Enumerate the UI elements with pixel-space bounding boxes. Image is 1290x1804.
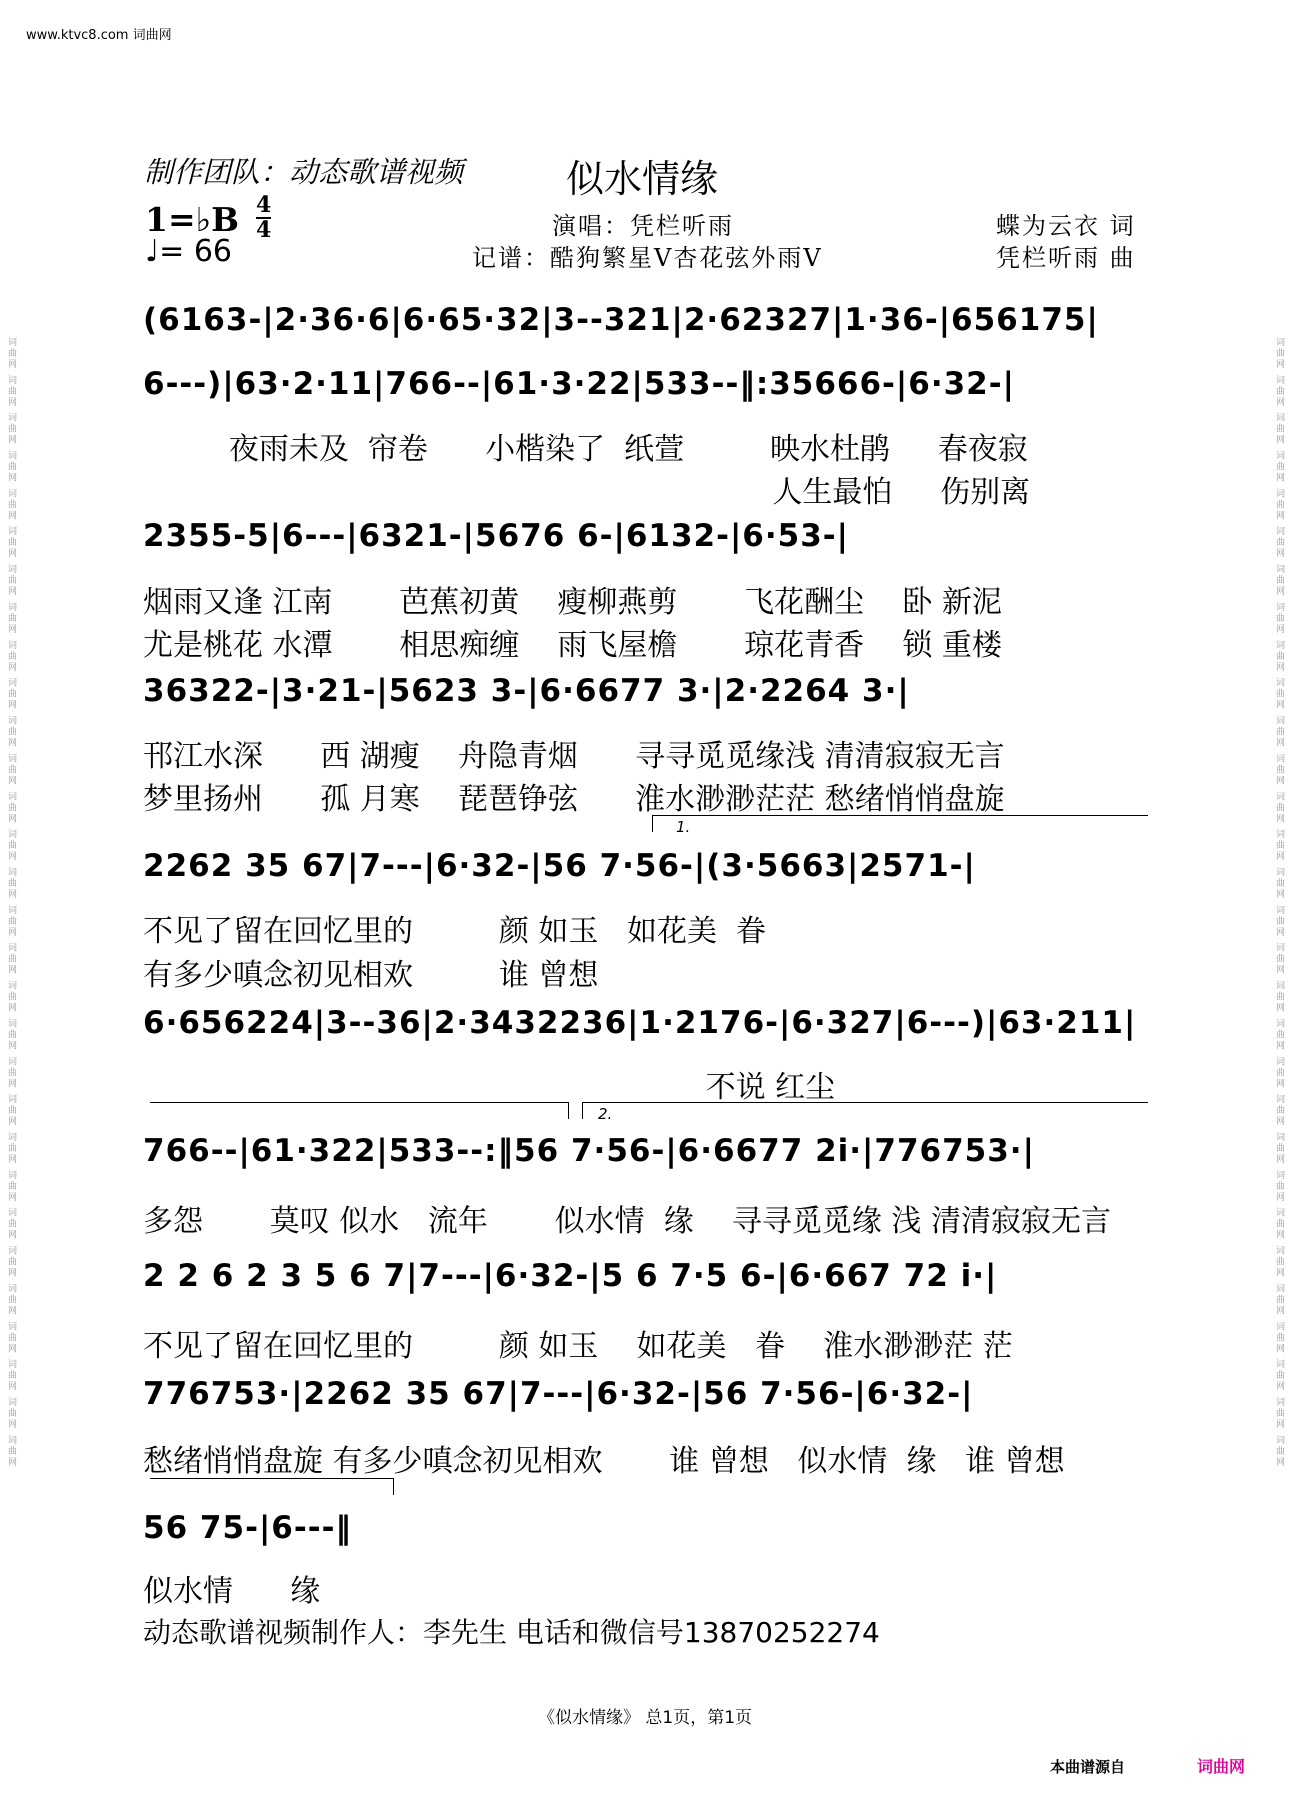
volta-number-2: 2. <box>598 1105 613 1123</box>
notation-row-10: 56 75-|6---‖ <box>143 1510 352 1546</box>
song-title: 似水情缘 <box>566 157 719 201</box>
tempo-marking: ♩= 66 <box>145 234 232 269</box>
notation-row-9: 776753·|2262 35 67|7---|6·32-|56 7·56-|6·32-| <box>143 1376 974 1412</box>
notation-row-8: 2 2 6 2 3 5 6 7|7---|6·32-|5 6 7·5 6-|6·667 72 i·| <box>143 1258 998 1294</box>
time-top: 4 <box>256 192 272 218</box>
lyricist-credit: 蝶为云衣 词 <box>996 212 1136 240</box>
lyric-row-8a: 不见了留在回忆里的 颜 如玉 如花美 眷 淮水渺渺茫 茫 <box>143 1329 1013 1364</box>
volta-bracket-2 <box>582 1102 1148 1119</box>
lyric-row-2b: 人生最怕 伤别离 <box>143 475 1031 510</box>
time-bottom: 4 <box>256 217 272 243</box>
source-url: www.ktvc8.com 词曲网 <box>26 28 172 43</box>
notation-row-7: 766--|61·322|533--:‖56 7·56-|6·6677 2i·|776753·| <box>143 1133 1035 1169</box>
volta-bracket-1 <box>652 815 1148 832</box>
notation-row-6: 6·656224|3--36|2·3432236|1·2176-|6·327|6---)|63·211| <box>143 1005 1137 1041</box>
left-watermark-strip: 词曲网 词曲网 词曲网 词曲网 词曲网 词曲网 词曲网 词曲网 词曲网 词曲网 词曲网 词曲网 词曲网 词曲网 词曲网 词曲网 词曲网 词曲网 词曲网 词曲网 词曲网 词曲网 词曲网 词曲网 词曲网 词曲网 词曲网 词曲网 词曲网 词曲网 <box>6 336 16 1468</box>
composer-credit: 凭栏听雨 曲 <box>996 244 1136 272</box>
time-signature <box>256 194 271 242</box>
lyric-row-2a: 夜雨未及 帘卷 小楷染了 纸萱 映水杜鹃 春夜寂 <box>143 432 1028 467</box>
final-bracket <box>150 1478 394 1495</box>
notation-row-3: 2355-5|6---|6321-|5676 6-|6132-|6·53-| <box>143 518 849 554</box>
lyric-row-5b: 有多少嗔念初见相欢 谁 曾想 <box>143 958 599 993</box>
notation-row-2: 6---)|63·2·11|766--|61·3·22|533--‖:35666-|6·32-| <box>143 366 1015 402</box>
volta-number-1: 1. <box>676 818 691 836</box>
source-label: 本曲谱源自 <box>1050 1758 1126 1776</box>
lyric-row-5a: 不见了留在回忆里的 颜 如玉 如花美 眷 <box>143 914 767 949</box>
singer-credit: 演唱：凭栏听雨 <box>552 212 734 240</box>
page-number: 《似水情缘》 总1页，第1页 <box>537 1708 753 1728</box>
production-team: 制作团队：动态歌谱视频 <box>144 155 464 189</box>
transcriber-credit: 记谱：酷狗繁星V杏花弦外雨V <box>472 244 823 272</box>
lyric-row-10a: 似水情 缘 <box>143 1574 321 1609</box>
producer-credit: 动态歌谱视频制作人：李先生 电话和微信号13870252274 <box>143 1616 880 1649</box>
notation-row-4: 36322-|3·21-|5623 3-|6·6677 3·|2·2264 3·| <box>143 673 910 709</box>
lyric-row-3b: 尤是桃花 水潭 相思痴缠 雨飞屋檐 琼花青香 锁 重楼 <box>143 628 1002 663</box>
notation-row-1: (6163-|2·36·6|6·65·32|3--321|2·62327|1·36-|656175| <box>143 302 1099 338</box>
lyric-row-7a: 多怨 莫叹 似水 流年 似水情 缘 寻寻觅觅缘 浅 清清寂寂无言 <box>143 1204 1111 1239</box>
key-signature: 1=♭B <box>145 200 240 239</box>
lyric-row-9a: 愁绪悄悄盘旋 有多少嗔念初见相欢 谁 曾想 似水情 缘 谁 曾想 <box>143 1444 1065 1479</box>
lyric-row-6a: 不说 红尘 <box>143 1070 836 1105</box>
source-brand: 词曲网 <box>1197 1757 1246 1776</box>
notation-row-5: 2262 35 67|7---|6·32-|56 7·56-|(3·5663|2571-| <box>143 848 976 884</box>
volta-bracket-end <box>150 1102 569 1119</box>
right-watermark-strip: 词曲网 词曲网 词曲网 词曲网 词曲网 词曲网 词曲网 词曲网 词曲网 词曲网 词曲网 词曲网 词曲网 词曲网 词曲网 词曲网 词曲网 词曲网 词曲网 词曲网 词曲网 词曲网 词曲网 词曲网 词曲网 词曲网 词曲网 词曲网 词曲网 词曲网 <box>1274 336 1284 1468</box>
lyric-row-3a: 烟雨又逢 江南 芭蕉初黄 瘦柳燕剪 飞花酬尘 卧 新泥 <box>143 585 1002 620</box>
lyric-row-4a: 邗江水深 西 湖瘦 舟隐青烟 寻寻觅觅缘浅 清清寂寂无言 <box>143 739 1005 774</box>
lyric-row-4b: 梦里扬州 孤 月寒 琵琶铮弦 淮水渺渺茫茫 愁绪悄悄盘旋 <box>143 782 1005 817</box>
